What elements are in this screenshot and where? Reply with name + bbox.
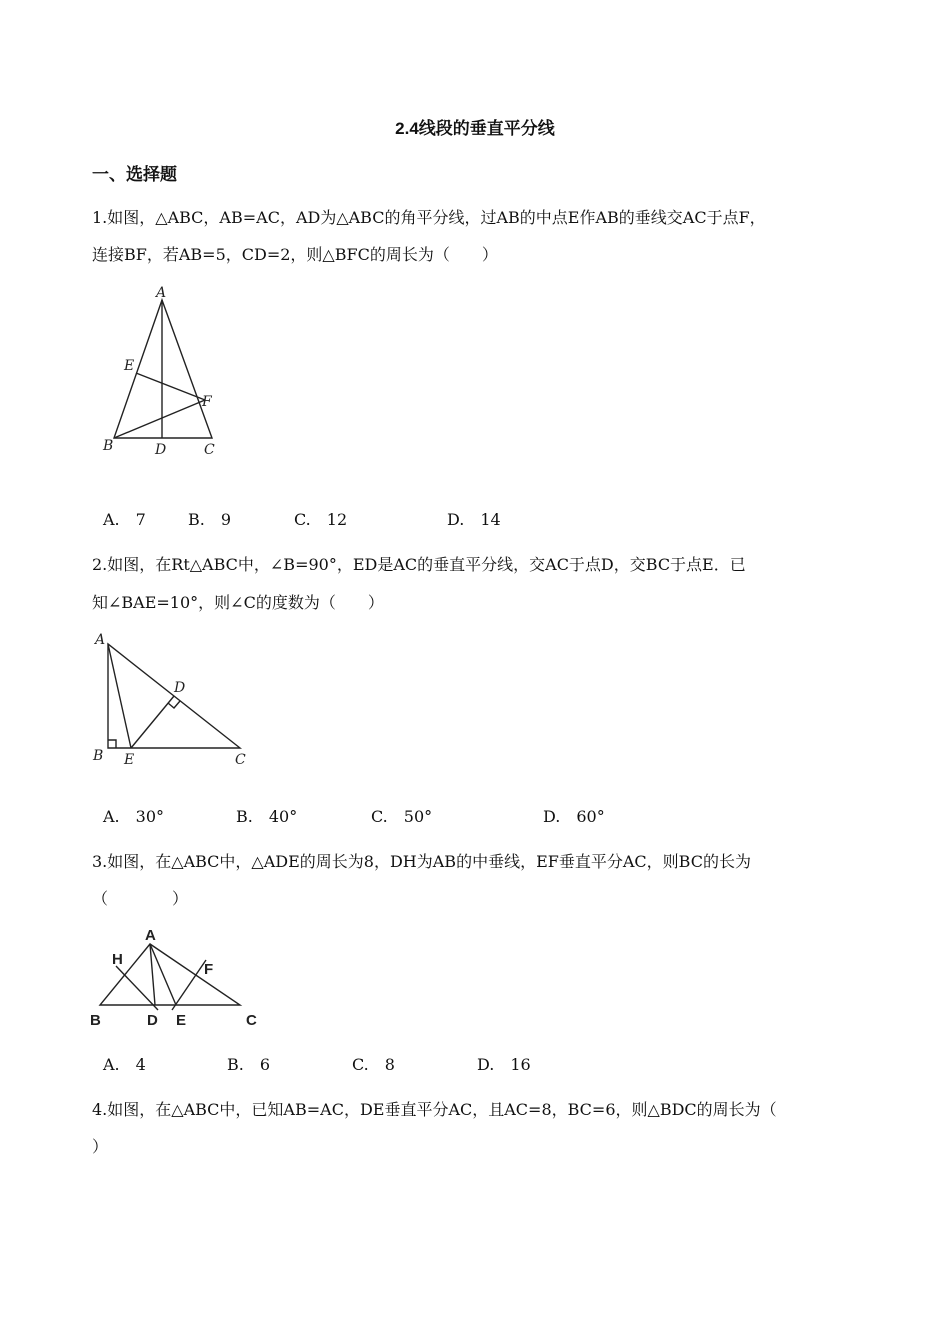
vertex-label-a: A	[95, 632, 106, 648]
point-label-f: F	[204, 961, 214, 978]
section-heading: 一、选择题	[92, 165, 177, 184]
vertex-label-b: B	[93, 748, 104, 764]
point-label-d: D	[174, 680, 186, 696]
question-2-line-2: 知∠BAE=10°，则∠C的度数为（ ）	[92, 593, 384, 612]
question-3-line-1: 3.如图，在△ABC中，△ADE的周长为8，DH为AB的中垂线，EF垂直平分AC，则BC的长为	[92, 852, 751, 871]
vertex-label-b: B	[103, 438, 114, 454]
question-2-option-c[interactable]: C. 50°	[371, 807, 433, 826]
vertex-label-c: C	[246, 1012, 257, 1029]
question-1-option-a[interactable]: A. 7	[103, 510, 146, 529]
point-label-e: E	[176, 1012, 187, 1029]
question-2-line-1: 2.如图，在Rt△ABC中，∠B=90°，ED是AC的垂直平分线，交AC于点D，交BC于点E．已	[92, 555, 746, 574]
page-title: 2.4线段的垂直平分线	[395, 119, 555, 138]
question-3-option-d[interactable]: D. 16	[477, 1055, 531, 1074]
perpendicular-ef	[136, 373, 205, 400]
perpendicular-bisector-ef	[172, 960, 206, 1010]
question-1-option-b[interactable]: B. 9	[188, 510, 232, 529]
question-4-line-1: 4.如图，在△ABC中，已知AB=AC，DE垂直平分AC，且AC=8，BC=6，则△BDC的周长为（	[92, 1100, 777, 1119]
question-1-line-2: 连接BF，若AB=5，CD=2，则△BFC的周长为（ ）	[92, 245, 498, 264]
question-2-figure	[90, 628, 260, 773]
segment-bf	[114, 400, 205, 438]
vertex-label-b: B	[90, 1012, 101, 1029]
question-2-option-d[interactable]: D. 60°	[543, 807, 605, 826]
question-3-option-a[interactable]: A. 4	[103, 1055, 146, 1074]
question-1-option-d[interactable]: D. 14	[447, 510, 501, 529]
question-2-option-a[interactable]: A. 30°	[103, 807, 165, 826]
point-label-d: D	[147, 1012, 158, 1029]
point-label-f: F	[202, 394, 212, 410]
question-3-figure	[88, 922, 268, 1032]
question-4-line-2: ）	[92, 1137, 109, 1156]
point-label-e: E	[124, 752, 135, 768]
vertex-label-a: A	[145, 927, 156, 944]
perpendicular-bisector-ed	[131, 696, 174, 748]
vertex-label-c: C	[235, 752, 246, 768]
question-1-line-1: 1.如图，△ABC，AB=AC，AD为△ABC的角平分线，过AB的中点E作AB的垂线交AC于点F，	[92, 208, 766, 227]
question-1-figure	[100, 284, 240, 464]
question-3-option-c[interactable]: C. 8	[352, 1055, 395, 1074]
question-3-line-2: （ ）	[92, 889, 189, 908]
point-label-h: H	[112, 951, 123, 968]
point-label-e: E	[124, 358, 135, 374]
question-3-option-b[interactable]: B. 6	[227, 1055, 271, 1074]
question-2-option-b[interactable]: B. 40°	[236, 807, 298, 826]
question-1-option-c[interactable]: C. 12	[294, 510, 348, 529]
vertex-label-c: C	[204, 442, 215, 458]
point-label-d: D	[155, 442, 167, 458]
vertex-label-a: A	[156, 285, 167, 301]
right-angle-mark-b	[108, 740, 116, 748]
